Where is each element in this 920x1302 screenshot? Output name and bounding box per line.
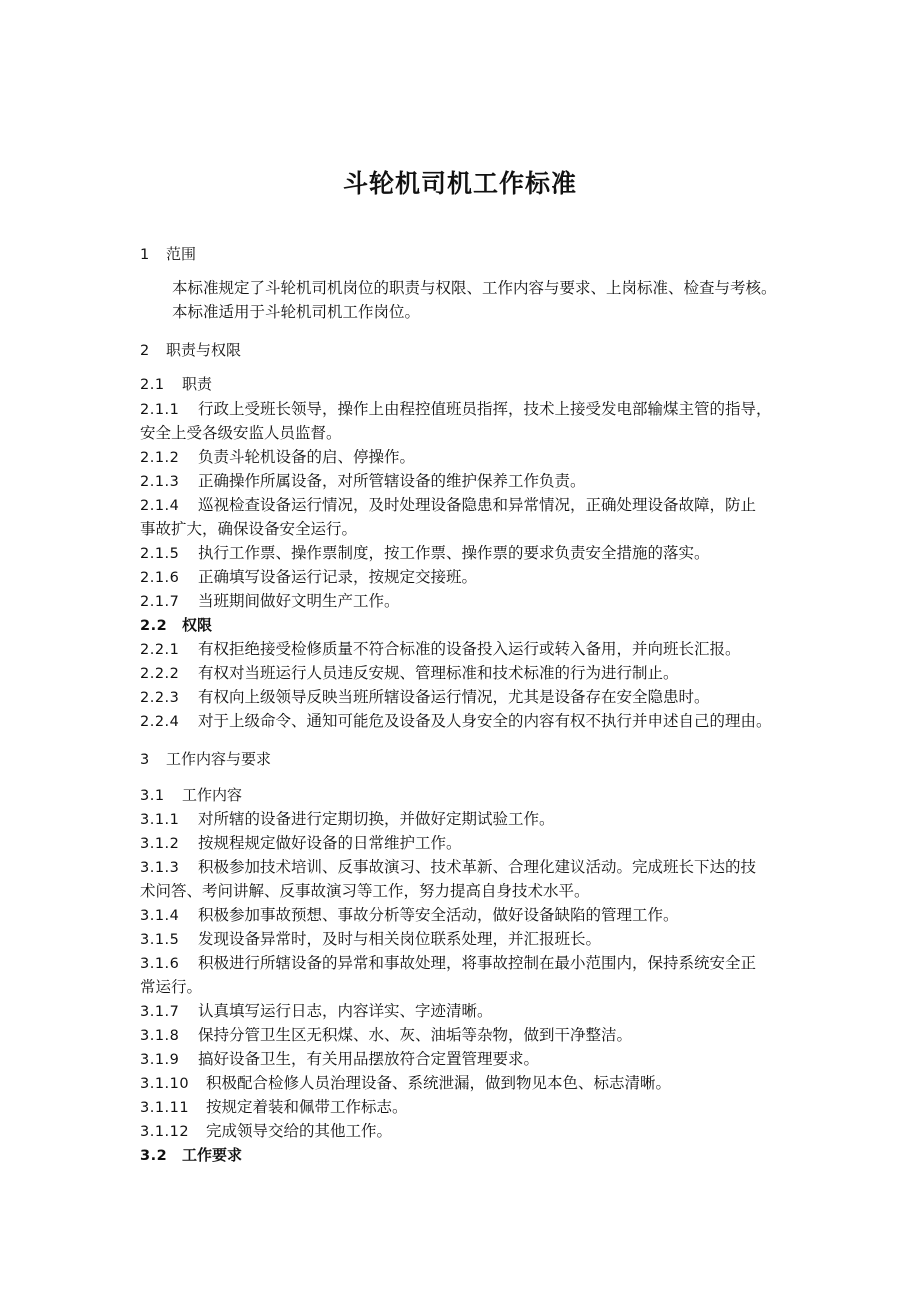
section-title: 范围 xyxy=(166,245,197,263)
item-number: 3.1.5 xyxy=(140,932,180,948)
section-heading xyxy=(140,338,790,363)
section-heading xyxy=(140,242,790,267)
item-number: 3.1.12 xyxy=(140,1124,190,1140)
list-item xyxy=(140,493,790,518)
item-number: 2.1.3 xyxy=(140,474,180,490)
item-number: 2.1.5 xyxy=(140,546,180,562)
item-number: 3.1.1 xyxy=(140,812,180,828)
list-item xyxy=(140,397,790,422)
item-text: 对于上级命令、通知可能危及设备及人身安全的内容有权不执行并申述自己的理由。 xyxy=(198,712,772,730)
item-number: 3.1.3 xyxy=(140,860,180,876)
item-text-continuation: 常运行。 xyxy=(140,978,203,996)
item-text: 认真填写运行日志，内容详实、字迹清晰。 xyxy=(198,1002,493,1020)
paragraph: 本标准适用于斗轮机司机工作岗位。 xyxy=(172,303,421,321)
list-item xyxy=(140,951,790,976)
list-item xyxy=(140,637,790,662)
item-number: 3.1.10 xyxy=(140,1076,190,1092)
item-text: 积极参加技术培训、反事故演习、技术革新、合理化建议活动。完成班长下达的技 xyxy=(198,858,757,876)
item-text: 按规程规定做好设备的日常维护工作。 xyxy=(198,834,462,852)
list-item xyxy=(140,927,790,952)
list-item xyxy=(140,589,790,614)
subsection-heading xyxy=(140,613,790,638)
list-item xyxy=(140,1023,790,1048)
section-title: 工作内容与要求 xyxy=(166,750,272,768)
section-number: 3 xyxy=(140,752,150,768)
list-item xyxy=(140,831,790,856)
subsection-title: 工作要求 xyxy=(182,1146,243,1164)
item-text: 当班期间做好文明生产工作。 xyxy=(198,592,400,610)
item-text: 发现设备异常时，及时与相关岗位联系处理，并汇报班长。 xyxy=(198,930,602,948)
item-text: 正确操作所属设备，对所管辖设备的维护保养工作负责。 xyxy=(198,472,586,490)
item-number: 3.1.8 xyxy=(140,1028,180,1044)
item-text: 行政上受班长领导，操作上由程控值班员指挥，技术上接受发电部输煤主管的指导， xyxy=(198,400,772,418)
section-number: 2 xyxy=(140,343,150,359)
item-text: 对所辖的设备进行定期切换，并做好定期试验工作。 xyxy=(198,810,555,828)
subsection-heading xyxy=(140,372,790,397)
subsection-number: 3.2 xyxy=(140,1148,168,1164)
subsection-heading xyxy=(140,1143,790,1168)
item-number: 3.1.7 xyxy=(140,1004,180,1020)
subsection-title: 职责 xyxy=(182,375,213,393)
subsection-title: 工作内容 xyxy=(182,786,243,804)
item-number: 3.1.11 xyxy=(140,1100,190,1116)
item-text: 保持分管卫生区无积煤、水、灰、油垢等杂物，做到干净整洁。 xyxy=(198,1026,633,1044)
item-text: 有权对当班运行人员违反安规、管理标准和技术标准的行为进行制止。 xyxy=(198,664,679,682)
item-text-continuation: 安全上受各级安监人员监督。 xyxy=(140,424,342,442)
list-item xyxy=(140,541,790,566)
list-item xyxy=(140,709,790,734)
item-number: 2.1.4 xyxy=(140,498,180,514)
item-text: 积极配合检修人员治理设备、系统泄漏，做到物见本色、标志清晰。 xyxy=(206,1074,672,1092)
item-text-continuation: 事故扩大，确保设备安全运行。 xyxy=(140,520,358,538)
item-text: 按规定着装和佩带工作标志。 xyxy=(206,1098,408,1116)
item-text: 完成领导交给的其他工作。 xyxy=(206,1122,393,1140)
item-number: 3.1.9 xyxy=(140,1052,180,1068)
list-item xyxy=(140,1047,790,1072)
item-number: 3.1.6 xyxy=(140,956,180,972)
subsection-heading xyxy=(140,783,790,808)
item-number: 2.1.2 xyxy=(140,450,180,466)
list-item xyxy=(140,999,790,1024)
item-text: 巡视检查设备运行情况，及时处理设备隐患和异常情况，正确处理设备故障，防止 xyxy=(198,496,757,514)
document-title: 斗轮机司机工作标准 xyxy=(342,169,577,198)
list-item xyxy=(140,661,790,686)
paragraph: 本标准规定了斗轮机司机岗位的职责与权限、工作内容与要求、上岗标准、检查与考核。 xyxy=(172,279,777,297)
section-title: 职责与权限 xyxy=(166,341,242,359)
list-item xyxy=(140,685,790,710)
item-number: 2.2.3 xyxy=(140,690,180,706)
item-text: 积极参加事故预想、事故分析等安全活动，做好设备缺陷的管理工作。 xyxy=(198,906,679,924)
item-number: 3.1.2 xyxy=(140,836,180,852)
section-heading xyxy=(140,747,790,772)
list-item xyxy=(140,807,790,832)
item-number: 2.2.1 xyxy=(140,642,180,658)
item-text: 搞好设备卫生，有关用品摆放符合定置管理要求。 xyxy=(198,1050,540,1068)
item-text: 积极进行所辖设备的异常和事故处理，将事故控制在最小范围内，保持系统安全正 xyxy=(198,954,757,972)
list-item xyxy=(140,445,790,470)
item-number: 2.1.1 xyxy=(140,402,180,418)
item-number: 2.1.7 xyxy=(140,594,180,610)
list-item xyxy=(140,565,790,590)
item-text: 有权拒绝接受检修质量不符合标准的设备投入运行或转入备用，并向班长汇报。 xyxy=(198,640,741,658)
list-item xyxy=(140,1095,790,1120)
list-item xyxy=(140,469,790,494)
item-text: 负责斗轮机设备的启、停操作。 xyxy=(198,448,416,466)
item-number: 2.2.4 xyxy=(140,714,180,730)
item-number: 2.2.2 xyxy=(140,666,180,682)
list-item xyxy=(140,1119,790,1144)
item-text: 正确填写设备运行记录，按规定交接班。 xyxy=(198,568,478,586)
item-text: 执行工作票、操作票制度，按工作票、操作票的要求负责安全措施的落实。 xyxy=(198,544,710,562)
list-item xyxy=(140,855,790,880)
list-item xyxy=(140,1071,790,1096)
subsection-number: 2.2 xyxy=(140,618,168,634)
item-text-continuation: 术问答、考问讲解、反事故演习等工作，努力提高自身技术水平。 xyxy=(140,882,590,900)
subsection-number: 3.1 xyxy=(140,788,165,804)
list-item xyxy=(140,903,790,928)
item-number: 3.1.4 xyxy=(140,908,180,924)
section-number: 1 xyxy=(140,247,150,263)
item-number: 2.1.6 xyxy=(140,570,180,586)
item-text: 有权向上级领导反映当班所辖设备运行情况，尤其是设备存在安全隐患时。 xyxy=(198,688,710,706)
subsection-title: 权限 xyxy=(182,616,213,634)
subsection-number: 2.1 xyxy=(140,377,165,393)
